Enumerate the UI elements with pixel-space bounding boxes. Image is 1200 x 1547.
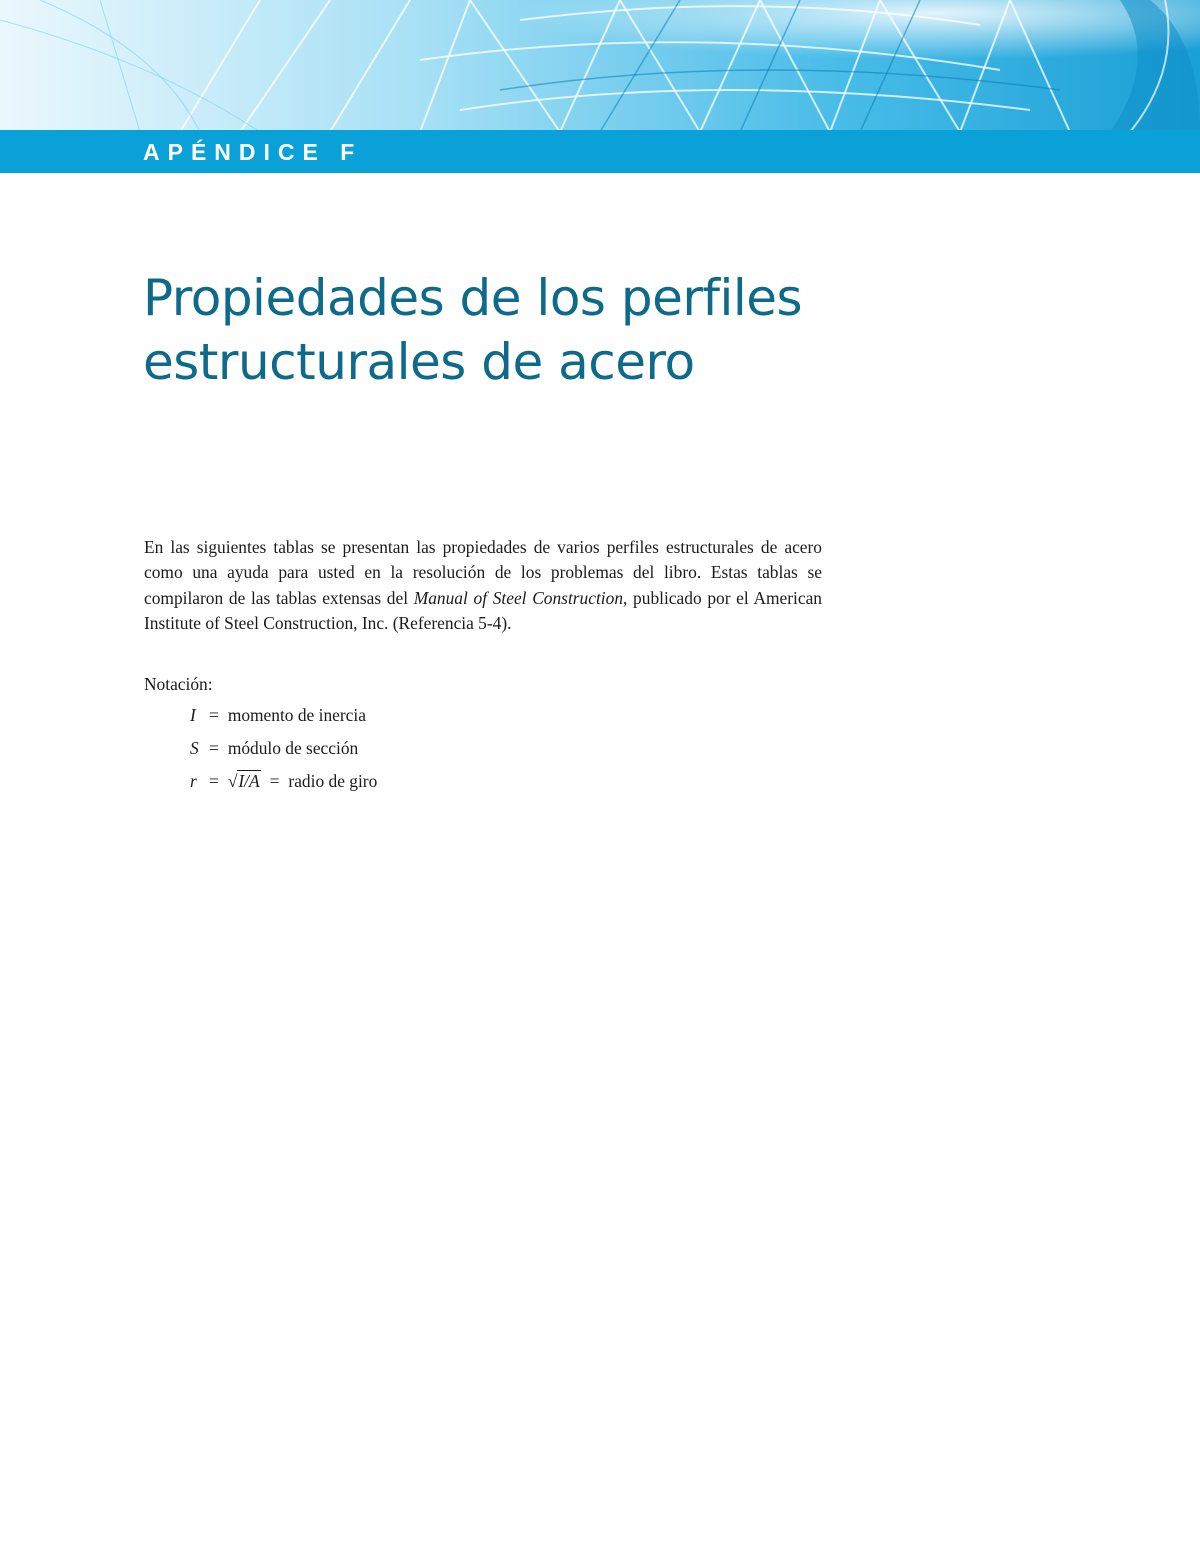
notation-symbol: S xyxy=(190,738,199,758)
square-root-radicand: I/A xyxy=(238,771,260,791)
notation-symbol: I xyxy=(190,705,196,725)
notation-description: momento de inercia xyxy=(227,705,366,725)
header-banner-image xyxy=(0,0,1200,132)
notation-item-radius-of-gyration xyxy=(190,769,377,802)
intro-text-part-2: , publicado por el American Institute of Steel Construction, Inc. (Referencia 5-4). xyxy=(144,587,823,634)
intro-paragraph xyxy=(144,535,822,637)
equals-sign: = xyxy=(209,738,219,758)
notation-item-section-modulus xyxy=(190,736,377,769)
square-root-sign: √ xyxy=(227,771,238,791)
equals-sign: = xyxy=(269,771,280,791)
notation-list xyxy=(190,703,377,802)
notation-heading: Notación: xyxy=(144,674,213,694)
appendix-label: APÉNDICE F xyxy=(143,139,363,165)
notation-description: módulo de sección xyxy=(227,738,359,758)
intro-text-part-1: En las siguientes tablas se presentan las propiedades de varios perfiles estructurales de acero como una ayuda para usted en la resolución de los problemas del libro. Estas tablas se compilaron de las tablas extensas del xyxy=(144,537,822,608)
square-root-expression xyxy=(228,769,261,794)
notation-symbol: r xyxy=(190,771,197,791)
chapter-title xyxy=(143,266,1043,394)
manual-title: Manual of Steel Construction xyxy=(413,587,624,608)
equals-sign: = xyxy=(209,771,219,791)
equals-sign: = xyxy=(209,705,219,725)
notation-item-moment-of-inertia xyxy=(190,703,377,736)
notation-description: radio de giro xyxy=(288,771,378,791)
chapter-title-line-2: estructurales de acero xyxy=(143,333,695,391)
chapter-title-line-1: Propiedades de los perfiles xyxy=(143,269,803,327)
